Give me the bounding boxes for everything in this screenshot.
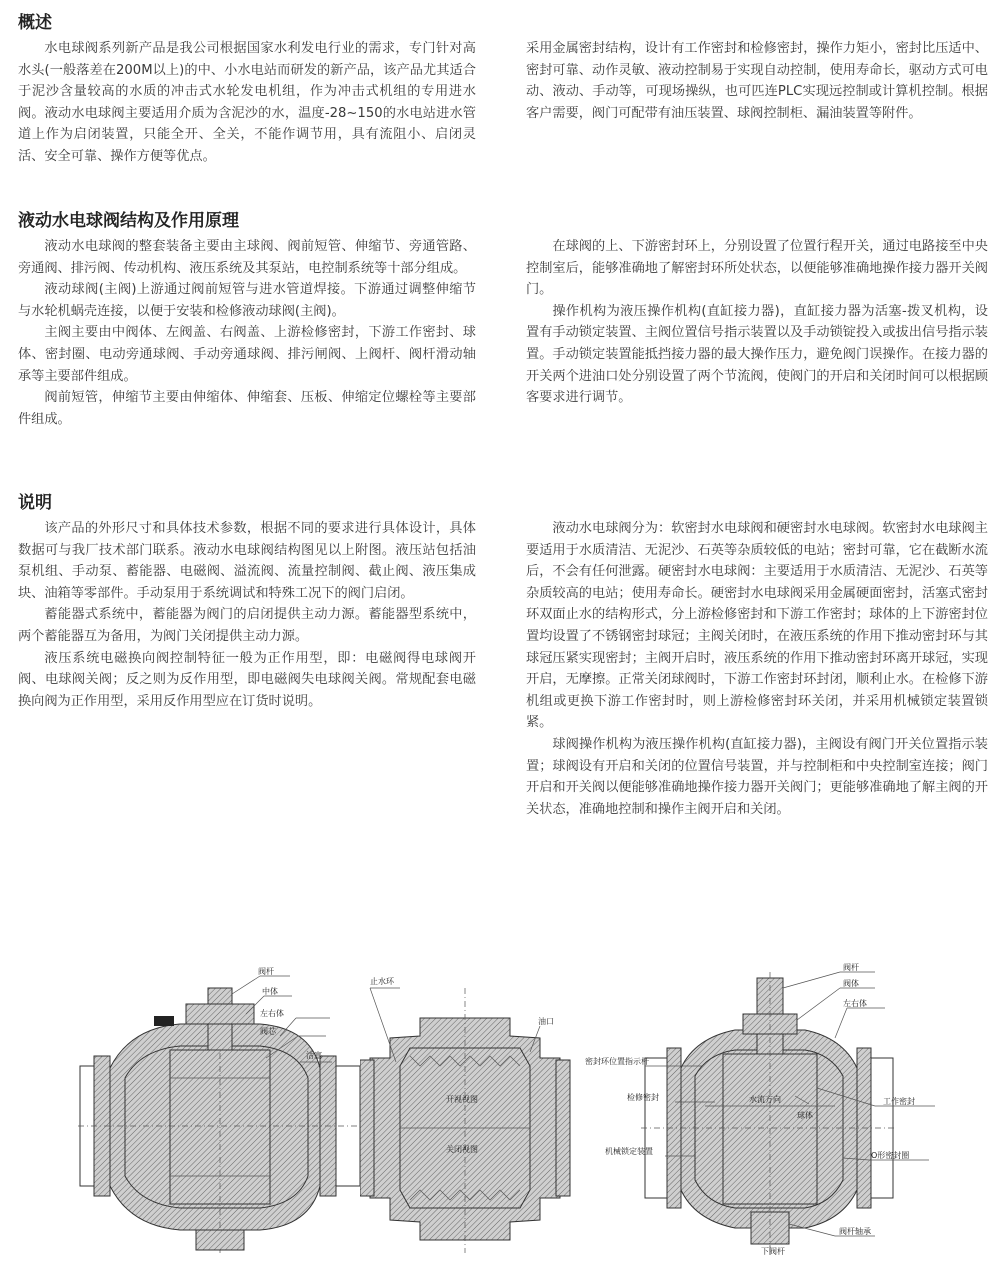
flange-left xyxy=(360,1060,374,1196)
paragraph: 球阀操作机构为液压操作机构(直缸接力器)，主阀设有阀门开关位置指示装置；球阀设有开启和关闭的位置信号装置，并与控制柜和中央控制室连接；阀门开启和开关阀以便能够准确地操作接力器开关阀门；更能够准确地了解主阀的开关状态，准确地控制和操作主阀开启和关闭。 xyxy=(526,736,988,817)
valve-view-figure-2 xyxy=(360,958,575,1258)
structure-left-column xyxy=(18,236,476,430)
label-side-body: 左右体 xyxy=(843,999,867,1008)
label-flow-direction: 水流方向 xyxy=(749,1095,781,1104)
overview-right-column xyxy=(526,38,988,124)
label-stem-bearing: 阀杆轴承 xyxy=(839,1227,871,1236)
handle xyxy=(154,1016,174,1026)
flange-right xyxy=(556,1060,570,1196)
valve-section-figure-1 xyxy=(70,958,370,1258)
label-oil-port: 油口 xyxy=(538,1017,554,1026)
paragraph: 该产品的外形尺寸和具体技术参数，根据不同的要求进行具体设计，具体数据可与我厂技术部门联系。液动水电球阀结构图见以上附图。液压站包括油泵机组、手动泵、蓄能器、电磁阀、溢流阀、流量控制阀、截止阀、液压集成块、油箱等零部件。手动泵用于系统调试和特殊工况下的阀门启闭。 xyxy=(18,521,476,601)
structure-right-column xyxy=(526,236,988,409)
paragraph: 液动球阀(主阀)上游通过阀前短管与进水管道焊接。下游通过调整伸缩节与水轮机蜗壳连接，以便于安装和检修液动球阀(主阀)。 xyxy=(18,282,476,319)
paragraph: 蓄能器式系统中，蓄能器为阀门的启闭提供主动力源。蓄能器型系统中，两个蓄能器互为备用，为阀门关闭提供主动力源。 xyxy=(18,607,476,644)
paragraph: 阀前短管，伸缩节主要由伸缩体、伸缩套、压板、伸缩定位螺栓等主要部件组成。 xyxy=(18,390,476,427)
section-title-structure: 液动水电球阀结构及作用原理 xyxy=(18,211,239,231)
stem-housing xyxy=(186,1004,254,1024)
label-maintenance-seal: 检修密封 xyxy=(627,1093,659,1102)
paragraph: 液动水电球阀分为：软密封水电球阀和硬密封水电球阀。软密封水电球阀主要适用于水质清洁、无泥沙、石英等杂质较低的电站；密封可靠，它在截断水流后，不会有任何泄露。硬密封水电球阀：主要适用于水质清洁、无泥沙、石英等杂质较高的电站；使用寿命长。硬密封水电球阀采用金属硬面密封，活塞式密封环双面止水的结构形式，分上游检修密封和下游工作密封；球体的上下游密封位置均设置了不锈钢密封球冠；主阀关闭时，在液压系统的作用下推动密封环与其球冠压紧实现密封；主阀开启时，液压系统的作用下推动密封环离开球冠，实现开启，无摩擦。正常关闭球阀时，下游工作密封环封闭，顺利止水。在检修下游机组或更换下游工作密封时，则上游检修密封环关闭，并采用机械锁定装置锁紧。 xyxy=(526,521,988,731)
label-closed-view: 关闭视图 xyxy=(446,1145,478,1154)
paragraph: 主阀主要由中阀体、左阀盖、右阀盖、上游检修密封，下游工作密封、球体、密封圈、电动旁通球阀、手动旁通球阀、排污闸阀、上阀杆、阀杆滑动轴承等主要部件组成。 xyxy=(18,325,476,384)
notes-right-column xyxy=(526,518,988,820)
section-title-notes: 说明 xyxy=(18,493,52,513)
notes-left-column xyxy=(18,518,476,712)
label-lower-stem: 下阀杆 xyxy=(761,1247,785,1256)
label-working-seal: 工作密封 xyxy=(883,1097,915,1106)
paragraph: 水电球阀系列新产品是我公司根据国家水利发电行业的需求，专门针对高水头(一般落差在200M以上)的中、小水电站而研发的新产品，该产品尤其适合于泥沙含量较高的水质的冲击式水轮发电机组，作为冲击式机组的专用进水阀。液动水电球阀主要适用介质为含泥沙的水，温度-28~150的水电站进水管道上作为启闭装置，只能全开、全关，不能作调节用，具有流阻小、启闭灵活、安全可靠、操作方便等优点。 xyxy=(18,41,476,164)
label-piston: 活塞 xyxy=(306,1051,322,1060)
label-mechanical-lock: 机械锁定装置 xyxy=(605,1147,653,1156)
bottom-cap xyxy=(196,1230,244,1250)
label-valve-body: 阀体 xyxy=(843,979,859,988)
paragraph: 液动水电球阀的整套装备主要由主球阀、阀前短管、伸缩节、旁通管路、旁通阀、排污阀、传动机构、液压系统及其泵站，电控制系统等十部分组成。 xyxy=(18,239,476,276)
label-stem: 阀杆 xyxy=(258,967,274,976)
paragraph: 在球阀的上、下游密封环上，分别设置了位置行程开关，通过电路接至中央控制室后，能够准确地了解密封环所处状态，以便能够准确地操作接力器开关阀门。 xyxy=(526,239,988,298)
label-o-ring: O形密封圈 xyxy=(871,1151,910,1160)
label-water-stop-ring: 止水环 xyxy=(370,977,394,986)
label-seal-position-rod: 密封环位置指示杆 xyxy=(585,1057,649,1066)
valve-body xyxy=(681,1030,857,1228)
label-open-view: 开视视图 xyxy=(446,1095,478,1104)
paragraph: 液压系统电磁换向阀控制特征一般为正作用型，即：电磁阀得电球阀开阀、电球阀关阀；反之则为反作用型，即电磁阀失电球阀关阀。常规配套电磁换向阀为正作用型，采用反作用型应在订货时说明。 xyxy=(18,650,476,709)
paragraph: 采用金属密封结构，设计有工作密封和检修密封，操作力矩小，密封比压适中、密封可靠、动作灵敏、液动控制易于实现自动控制，使用寿命长，驱动方式可电动、液动、手动等，可现场操纵，也可匹连PLC实现远控制或计算机控制。根据客户需要，阀门可配带有油压装置、球阀控制柜、漏油装置等附件。 xyxy=(526,41,988,121)
label-ball: 球体 xyxy=(797,1111,813,1120)
valve-section-figure-3 xyxy=(585,958,990,1258)
valve-outline xyxy=(370,1018,560,1240)
label-valve-core: 阀芯 xyxy=(260,1027,276,1036)
label-middle-body: 中体 xyxy=(262,987,278,996)
paragraph: 操作机构为液压操作机构(直缸接力器)，直缸接力器为活塞-拨叉机构，设置有手动锁定装置、主阀位置信号指示装置以及手动锁锭投入或拔出信号指示装置。手动锁定装置能抵挡接力器的最大操作压力，避免阀门误操作。在接力器的开关两个进油口处分别设置了两个节流阀，使阀门的开启和关闭时间可以根据顾客要求进行调节。 xyxy=(526,303,988,406)
label-stem: 阀杆 xyxy=(843,963,859,972)
section-title-overview: 概述 xyxy=(18,13,52,33)
overview-left-column xyxy=(18,38,476,168)
label-side-body: 左右体 xyxy=(260,1009,284,1018)
